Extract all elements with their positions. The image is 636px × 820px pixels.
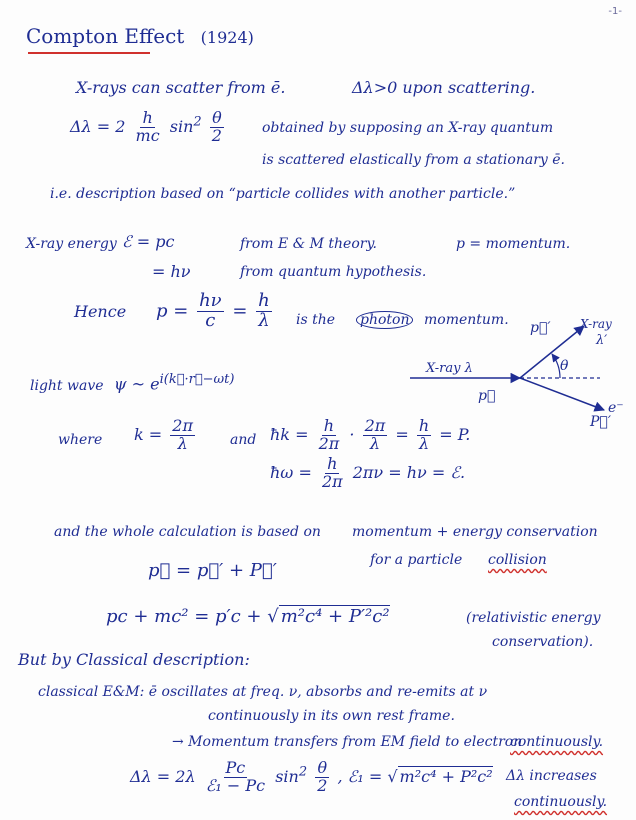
momentum-conservation: p⃗ = p⃗′ + P⃗′: [148, 560, 277, 581]
hk-eq2: =: [395, 424, 409, 444]
hence-f1-num: hν: [199, 290, 222, 311]
xrays-line: X-rays can scatter from ē.: [76, 78, 286, 97]
hence-formula: [156, 292, 275, 331]
energy-conservation: pc + mc² = p′c + √ m²c⁴ + P′²c²: [106, 606, 390, 627]
energy-lhs: pc + mc² = p′c +: [106, 606, 262, 627]
hk-f2-num: 2π: [364, 416, 386, 435]
xray-out-label: X-ray: [580, 317, 612, 331]
and-word: and: [230, 432, 257, 448]
classical-3: → Momentum transfers from EM field to electron: [172, 734, 523, 750]
obtained-line-1: obtained by supposing an X-ray quantum: [262, 120, 554, 136]
dl-continuously: [514, 794, 607, 810]
k-num: 2π: [172, 416, 193, 435]
hk-f3-den: λ: [418, 433, 430, 453]
energy-src2: from quantum hypothesis.: [240, 264, 427, 280]
psi-expression: [114, 372, 234, 393]
calc-line-1: and the whole calculation is based on: [54, 524, 321, 540]
relativistic-2: conservation).: [492, 634, 594, 650]
energy-eq1: ℰ = pc: [122, 232, 175, 251]
hence-label: Hence: [74, 302, 127, 321]
pprime-label: p⃗′: [530, 320, 551, 336]
hence-f2-den: λ: [258, 309, 270, 331]
theta-label: θ: [560, 358, 569, 374]
final-aden: 2: [317, 775, 328, 795]
final-sup: 2: [298, 764, 308, 780]
calc-line-2: momentum + energy conservation: [352, 524, 598, 540]
formula1-num: h: [142, 108, 153, 127]
continuously-word: [510, 734, 603, 750]
obtained-line-2: is scattered elastically from a stationary ē.: [262, 152, 565, 168]
recoil-electron-ray: [520, 378, 604, 410]
hence-p: p =: [156, 300, 189, 322]
final-lhs: Δλ = 2λ: [130, 766, 196, 786]
title-text: Compton Effect: [26, 24, 185, 48]
page-title: [26, 24, 254, 48]
momentum-word: momentum.: [424, 312, 509, 328]
title-year: (1924): [200, 28, 254, 47]
p-in-label: p⃗: [478, 388, 496, 404]
formula1-anum: θ: [212, 108, 222, 127]
k-formula: [134, 418, 198, 453]
hw-eq: ħω =: [270, 462, 312, 482]
final-den: ℰ₁ − Pc: [205, 775, 266, 795]
classical-1: classical E&M: ē oscillates at freq. ν, absorbs and re-emits at ν: [38, 684, 488, 700]
hence-is: is the: [296, 312, 336, 328]
hk-eq: ħk =: [270, 424, 309, 444]
hence-eq: =: [232, 300, 248, 322]
classical-2: continuously in its own rest frame.: [208, 708, 455, 724]
compton-formula: [70, 110, 227, 145]
formula1-sup: 2: [193, 114, 202, 130]
xray-in-label: X-ray λ: [426, 361, 473, 376]
hk-f1-den: 2π: [318, 433, 340, 453]
hw-num: h: [327, 454, 338, 473]
Pprime-label: P⃗′: [590, 414, 611, 430]
energy-eq2: = hν: [152, 262, 191, 281]
k-eq: k =: [134, 424, 163, 444]
hw-den: 2π: [321, 471, 343, 491]
but-line: But by Classical description:: [18, 650, 250, 669]
where-label: where: [58, 432, 103, 448]
final-num: Pc: [225, 758, 246, 777]
continuously-underlined: continuously.: [510, 734, 604, 750]
final-sin: sin: [275, 766, 299, 786]
final-sqrt: m²c⁴ + P²c²: [399, 766, 493, 786]
formula1-den: mc: [135, 125, 160, 145]
energy-sqrt: m²c⁴ + P′²c²: [280, 606, 390, 627]
hk-f1-num: h: [323, 416, 335, 435]
final-anum: θ: [317, 758, 328, 777]
hk-dot: ·: [349, 424, 355, 444]
collision-word: [488, 552, 547, 568]
classical-formula: Δλ = 2λ $\frac{Pc}{\text{ℰ₁ − Pc}}$ $\sin^2$ $\frac{\theta}{2}$ , ℰ₁ = √ m²c⁴ + P²c²: [130, 758, 493, 795]
hk-tail: = P.: [439, 424, 471, 444]
psi-exponent: i(k⃗·r⃗−ωt): [159, 372, 235, 387]
formula1-aden: 2: [211, 125, 222, 145]
hw-formula: [270, 456, 465, 491]
energy-label: X-ray energy: [26, 236, 117, 252]
page-number: -1-: [608, 6, 622, 17]
hk-f2-den: λ: [369, 433, 380, 453]
photon-circled: photon: [356, 311, 413, 329]
theta-arc: [552, 354, 560, 378]
formula1-lhs: Δλ = 2: [70, 116, 126, 136]
lambda-prime-label: λ′: [596, 333, 608, 348]
psi-base: ψ ~ e: [114, 374, 160, 394]
k-den: λ: [177, 433, 188, 453]
title-underline: [28, 52, 150, 54]
dl-increases: Δλ increases: [506, 768, 597, 784]
relativistic-1: (relativistic energy: [466, 610, 601, 626]
hk-f3-num: h: [418, 416, 430, 435]
calc-line-3: for a particle: [370, 552, 463, 568]
formula1-sin: sin: [169, 116, 194, 136]
hence-f2-num: h: [258, 290, 270, 311]
dl-cont-underlined: continuously.: [514, 794, 608, 810]
energy-src1: from E & M theory.: [240, 236, 377, 252]
dlambda-line: Δλ>0 upon scattering.: [352, 78, 536, 97]
light-wave-label: light wave: [30, 378, 104, 394]
hw-tail: 2πν = hν = ℰ.: [352, 462, 466, 482]
collision-underlined: collision: [488, 552, 547, 568]
scattering-diagram: [400, 312, 636, 432]
electron-label: e⁻: [608, 400, 624, 416]
hence-f1-den: c: [205, 309, 216, 331]
final-e1: , ℰ₁ =: [337, 766, 383, 786]
energy-momentum: p = momentum.: [456, 236, 571, 252]
ie-line: i.e. description based on “particle collides with another particle.”: [50, 186, 516, 202]
